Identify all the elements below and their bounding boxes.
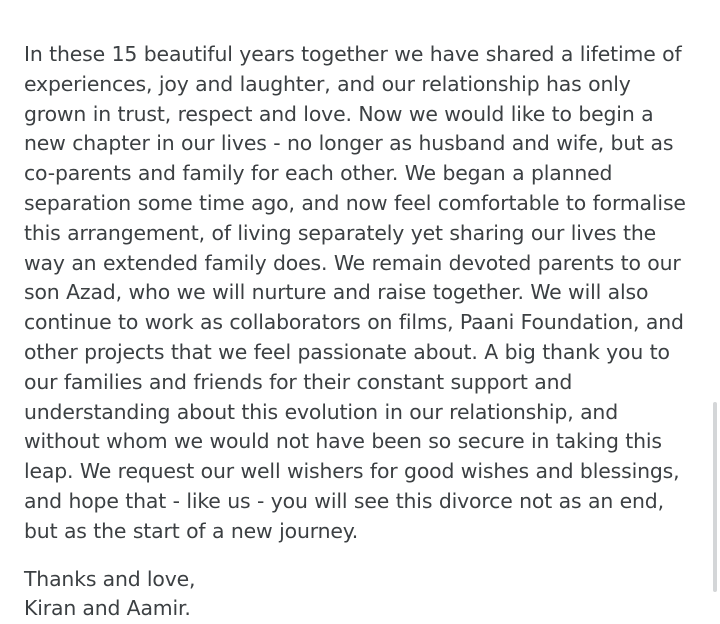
statement-signoff-line-2: Kiran and Aamir. [24,596,191,621]
statement-signoff-line-1: Thanks and love, [24,566,196,591]
vertical-scrollbar[interactable] [713,402,717,592]
scrollbar-thumb[interactable] [713,402,717,592]
statement-body-text: In these 15 beautiful years together we have shared a lifetime of experiences, joy and laughter, and our relationship has only grown in trust, respect and love. Now we would like to begin a new chapter in our lives - no longer as husband and wife, but as co-parents and family for each other. We began a planned separation some time ago, and now feel comfortable to formalise this arrangement, of living separately yet sharing our lives the way an extended family does. We remain devoted parents to our son Azad, who we will nurture and raise together. We will also continue to work as collaborators on films, Paani Foundation, and other projects that we feel passionate about. A big thank you to our families and friends for their constant support and understanding about this evolution in our relationship, and without whom we would not have been so secure in taking this leap. We request our well wishers for good wishes and blessings, and hope that - like us - you will see this divorce not as an end, but as the start of a new journey. [24,42,693,543]
